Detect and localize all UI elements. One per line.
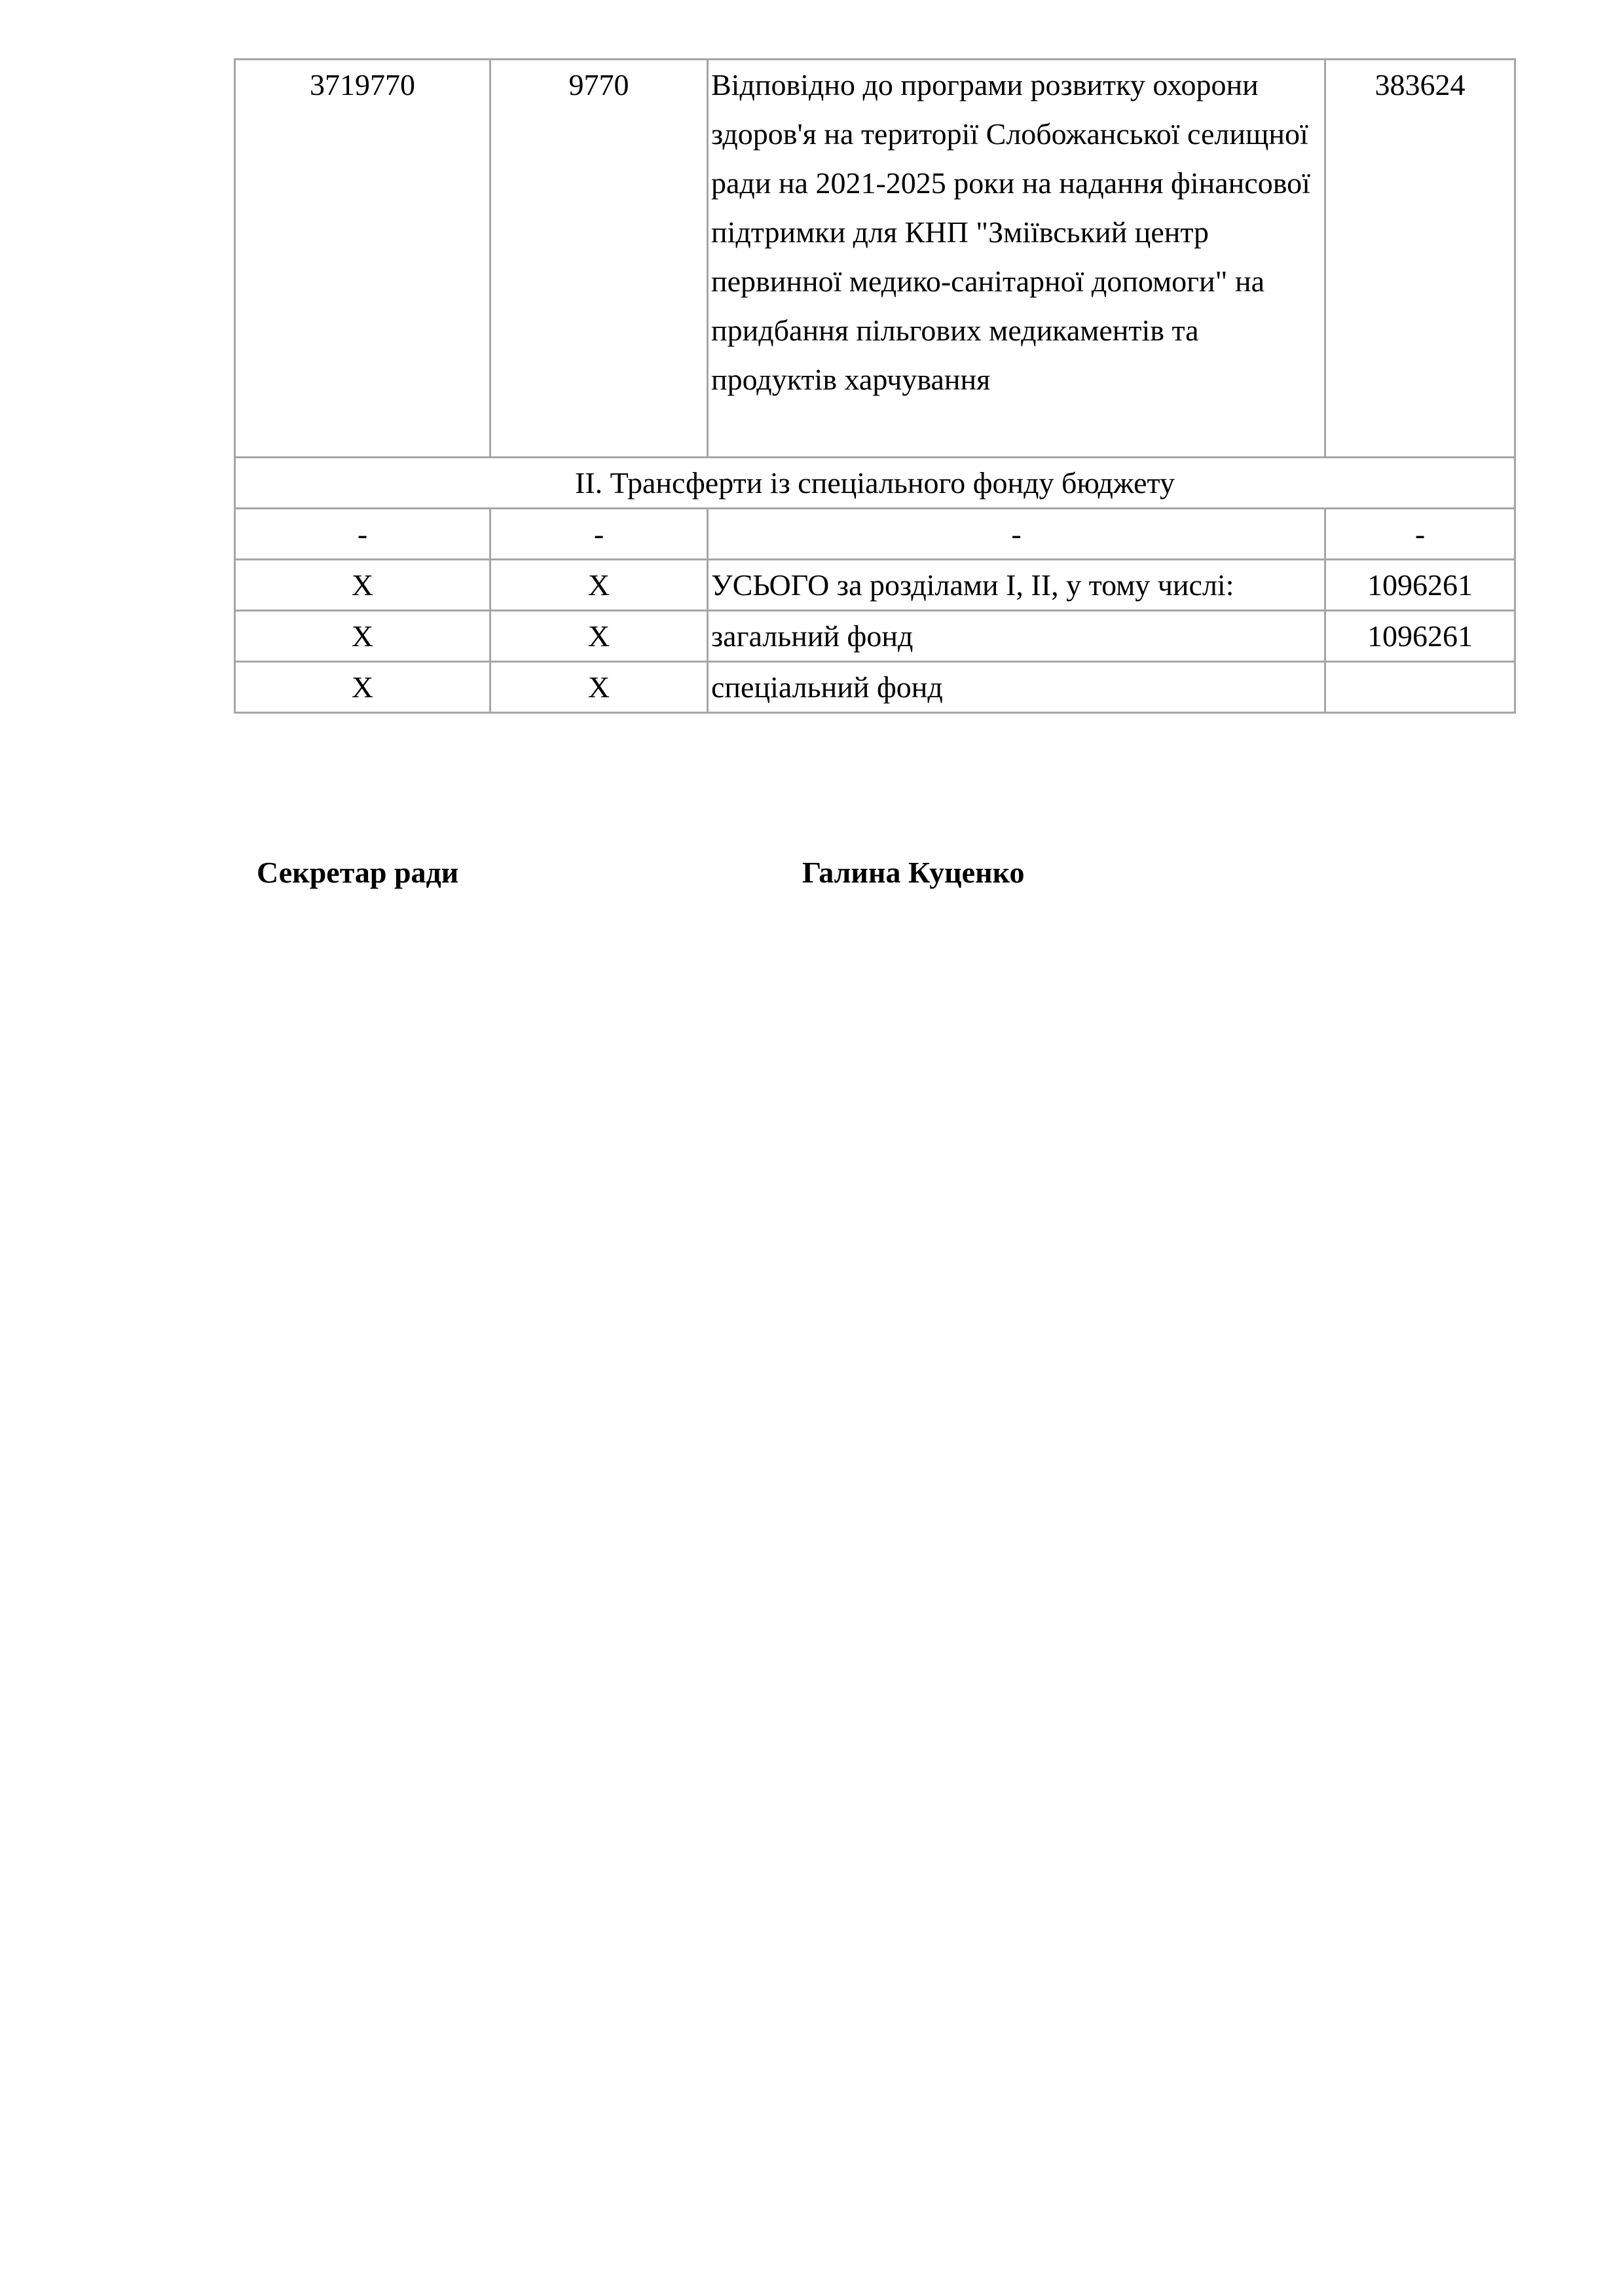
general-fund-label-cell: загальний фонд xyxy=(708,611,1325,662)
mark-cell: Х xyxy=(235,662,490,713)
signatory-title: Секретар ради xyxy=(257,856,459,889)
total-amount-cell: 1096261 xyxy=(1325,560,1515,611)
general-fund-row xyxy=(235,611,1515,662)
empty-cell: - xyxy=(708,509,1325,560)
empty-cell: - xyxy=(490,509,708,560)
mark-cell: Х xyxy=(490,560,708,611)
mark-cell: Х xyxy=(235,611,490,662)
special-fund-row xyxy=(235,662,1515,713)
amount-cell: 383624 xyxy=(1325,60,1515,458)
special-fund-label-cell: спеціальний фонд xyxy=(708,662,1325,713)
mark-cell: Х xyxy=(235,560,490,611)
empty-cell: - xyxy=(1325,509,1515,560)
table-row xyxy=(235,509,1515,560)
empty-cell: - xyxy=(235,509,490,560)
total-row xyxy=(235,560,1515,611)
total-label-cell: УСЬОГО за розділами І, ІІ, у тому числі: xyxy=(708,560,1325,611)
table-row xyxy=(235,60,1515,458)
section-header-row xyxy=(235,458,1515,509)
transfers-table xyxy=(234,58,1516,714)
mark-cell: Х xyxy=(490,611,708,662)
kfkvk-cell: 9770 xyxy=(490,60,708,458)
section-ii-title: ІІ. Трансферти із спеціального фонду бюджету xyxy=(235,458,1515,509)
special-fund-amount-cell xyxy=(1325,662,1515,713)
kpkvk-cell: 3719770 xyxy=(235,60,490,458)
signatory-name: Галина Куценко xyxy=(802,856,1025,889)
description-cell: Відповідно до програми розвитку охорони здоров'я на території Слобожанської селищної ради на 2021-2025 роки на надання фінансової підтримки для КНП "Зміївський центр первинної медико-санітарної допомоги" на придбання пільгових медикаментів та продуктів харчування xyxy=(708,60,1325,458)
mark-cell: Х xyxy=(490,662,708,713)
general-fund-amount-cell: 1096261 xyxy=(1325,611,1515,662)
